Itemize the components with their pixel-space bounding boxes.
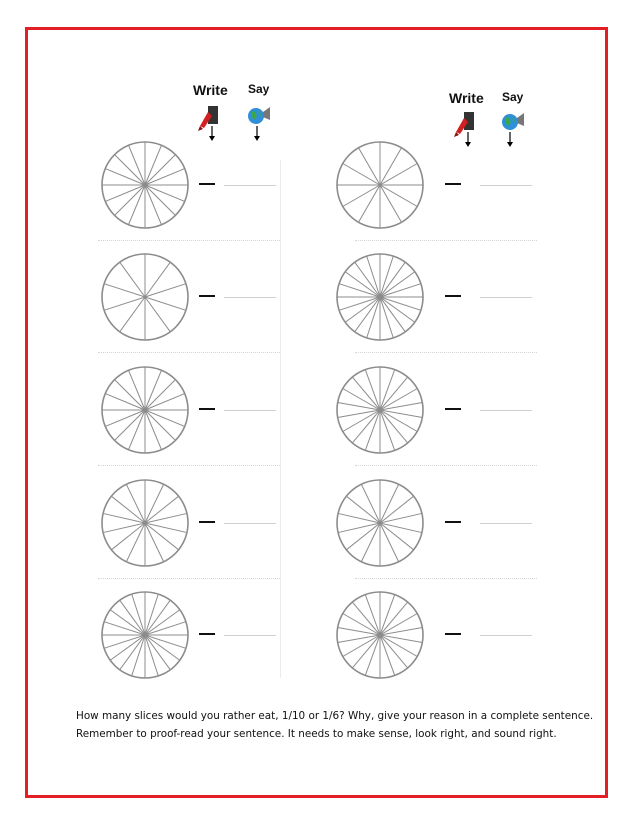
wheel-slice-line <box>367 297 380 338</box>
wheel-slice-line <box>352 377 380 410</box>
wheel-slice-line <box>115 185 145 215</box>
fraction-wheel <box>335 140 425 230</box>
fraction-wheel <box>335 365 425 455</box>
wheel-slice-line <box>132 594 145 635</box>
say-answer-line[interactable] <box>480 410 532 411</box>
say-header-left: Say <box>248 82 270 96</box>
wheel-slice-line <box>110 635 145 660</box>
write-header-right: Write <box>449 90 484 106</box>
wheel-slice-line <box>145 185 175 215</box>
fraction-wheel <box>335 590 425 680</box>
fraction-wheel <box>100 140 190 230</box>
row-separator <box>98 465 280 466</box>
row-separator <box>98 240 280 241</box>
wheel-slice-line <box>120 262 145 297</box>
wheel-slice-line <box>120 635 145 670</box>
row-separator <box>355 240 537 241</box>
wheel-slice-line <box>380 635 395 675</box>
fraction-wheel <box>100 252 190 342</box>
crayon-icon <box>196 104 220 142</box>
say-answer-line[interactable] <box>480 635 532 636</box>
wheel-slice-line <box>380 297 405 332</box>
wheel-slice-line <box>352 602 380 635</box>
down-arrow-icon <box>209 136 215 141</box>
crayon-icon <box>452 110 476 148</box>
wheel-slice-line <box>380 164 417 186</box>
wheel-slice-line <box>343 185 380 207</box>
wheel-slice-line <box>145 410 175 440</box>
say-answer-line[interactable] <box>224 185 276 186</box>
wheel-slice-line <box>145 284 186 297</box>
fraction-wheel <box>100 478 190 568</box>
down-arrow-icon <box>465 142 471 147</box>
wheel-slice-line <box>361 484 380 523</box>
wheel-slice-line <box>380 595 395 635</box>
fraction-wheel <box>335 478 425 568</box>
fraction-wheel <box>335 252 425 342</box>
say-answer-line[interactable] <box>224 410 276 411</box>
wheel-slice-line <box>380 602 408 635</box>
wheel-slice-line <box>380 523 399 562</box>
question-line-1: How many slices would you rather eat, 1/10 or 1/6? Why, give your reason in a complete sentence. <box>76 710 594 722</box>
wheel-slice-line <box>145 262 170 297</box>
wheel-slice-line <box>104 284 145 297</box>
wheel-slice-line <box>145 594 158 635</box>
wheel-slice-line <box>359 148 381 185</box>
say-answer-line[interactable] <box>480 523 532 524</box>
wheel-slice-line <box>361 523 380 562</box>
wheel-slice-line <box>126 523 145 562</box>
fraction-wheel <box>100 365 190 455</box>
wheel-slice-line <box>365 410 380 450</box>
wheel-slice-line <box>104 622 145 635</box>
wheel-slice-line <box>145 610 180 635</box>
say-answer-line[interactable] <box>224 297 276 298</box>
wheel-slice-line <box>365 370 380 410</box>
row-separator <box>98 352 280 353</box>
wheel-slice-line <box>145 380 175 410</box>
say-answer-line[interactable] <box>480 297 532 298</box>
wheel-slice-line <box>380 377 408 410</box>
say-answer-line[interactable] <box>224 523 276 524</box>
wheel-slice-line <box>343 164 380 186</box>
wheel-slice-line <box>380 185 417 207</box>
say-answer-line[interactable] <box>224 635 276 636</box>
fraction-bar <box>445 183 461 185</box>
wheel-slice-line <box>145 297 186 310</box>
wheel-slice-line <box>145 484 164 523</box>
fraction-bar <box>445 521 461 523</box>
wheel-slice-line <box>355 297 380 332</box>
wheel-slice-line <box>380 370 395 410</box>
wheel-slice-line <box>380 256 393 297</box>
row-separator <box>355 352 537 353</box>
fraction-bar <box>199 295 215 297</box>
wheel-slice-line <box>380 284 421 297</box>
wheel-slice-line <box>104 297 145 310</box>
wheel-slice-line <box>115 410 145 440</box>
speaking-globe-icon <box>246 104 272 142</box>
speaking-globe-icon <box>500 110 526 148</box>
wheel-slice-line <box>365 595 380 635</box>
wheel-slice-line <box>380 297 393 338</box>
wheel-slice-line <box>120 600 145 635</box>
fraction-bar <box>445 633 461 635</box>
wheel-slice-line <box>352 635 380 668</box>
wheel-slice-line <box>365 635 380 675</box>
write-header-left: Write <box>193 82 228 98</box>
wheel-slice-line <box>145 622 186 635</box>
wheel-slice-line <box>345 297 380 322</box>
wheel-slice-line <box>132 635 145 676</box>
wheel-slice-line <box>380 272 415 297</box>
wheel-slice-line <box>145 635 186 648</box>
fraction-bar <box>445 295 461 297</box>
wheel-slice-line <box>145 297 170 332</box>
wheel-slice-line <box>145 600 170 635</box>
wheel-slice-line <box>145 523 164 562</box>
wheel-slice-line <box>104 635 145 648</box>
say-answer-line[interactable] <box>480 185 532 186</box>
wheel-slice-line <box>110 610 145 635</box>
wheel-slice-line <box>145 155 175 185</box>
fraction-bar <box>199 633 215 635</box>
fraction-bar <box>199 183 215 185</box>
wheel-slice-line <box>380 410 408 443</box>
wheel-slice-line <box>126 484 145 523</box>
down-arrow-icon <box>254 136 260 141</box>
wheel-slice-line <box>339 284 380 297</box>
wheel-slice-line <box>380 185 402 222</box>
say-header-right: Say <box>502 90 524 104</box>
wheel-slice-line <box>339 297 380 310</box>
fraction-bar <box>199 408 215 410</box>
wheel-slice-line <box>380 410 395 450</box>
wheel-slice-line <box>145 635 180 660</box>
wheel-slice-line <box>380 297 415 322</box>
wheel-slice-line <box>380 635 408 668</box>
wheel-slice-line <box>120 297 145 332</box>
fraction-bar <box>445 408 461 410</box>
row-separator <box>98 578 280 579</box>
wheel-slice-line <box>380 297 421 310</box>
wheel-slice-line <box>145 635 158 676</box>
wheel-slice-line <box>352 410 380 443</box>
wheel-slice-line <box>115 155 145 185</box>
question-text <box>76 707 596 743</box>
wheel-slice-line <box>380 262 405 297</box>
column-divider <box>280 160 281 678</box>
question-line-2: Remember to proof-read your sentence. It needs to make sense, look right, and sound right. <box>76 728 557 740</box>
wheel-slice-line <box>355 262 380 297</box>
row-separator <box>355 465 537 466</box>
wheel-slice-line <box>380 484 399 523</box>
wheel-slice-line <box>345 272 380 297</box>
fraction-bar <box>199 521 215 523</box>
wheel-slice-line <box>115 380 145 410</box>
fraction-wheel <box>100 590 190 680</box>
wheel-slice-line <box>145 635 170 670</box>
down-arrow-icon <box>507 142 513 147</box>
wheel-slice-line <box>367 256 380 297</box>
wheel-slice-line <box>380 148 402 185</box>
row-separator <box>355 578 537 579</box>
wheel-slice-line <box>359 185 381 222</box>
